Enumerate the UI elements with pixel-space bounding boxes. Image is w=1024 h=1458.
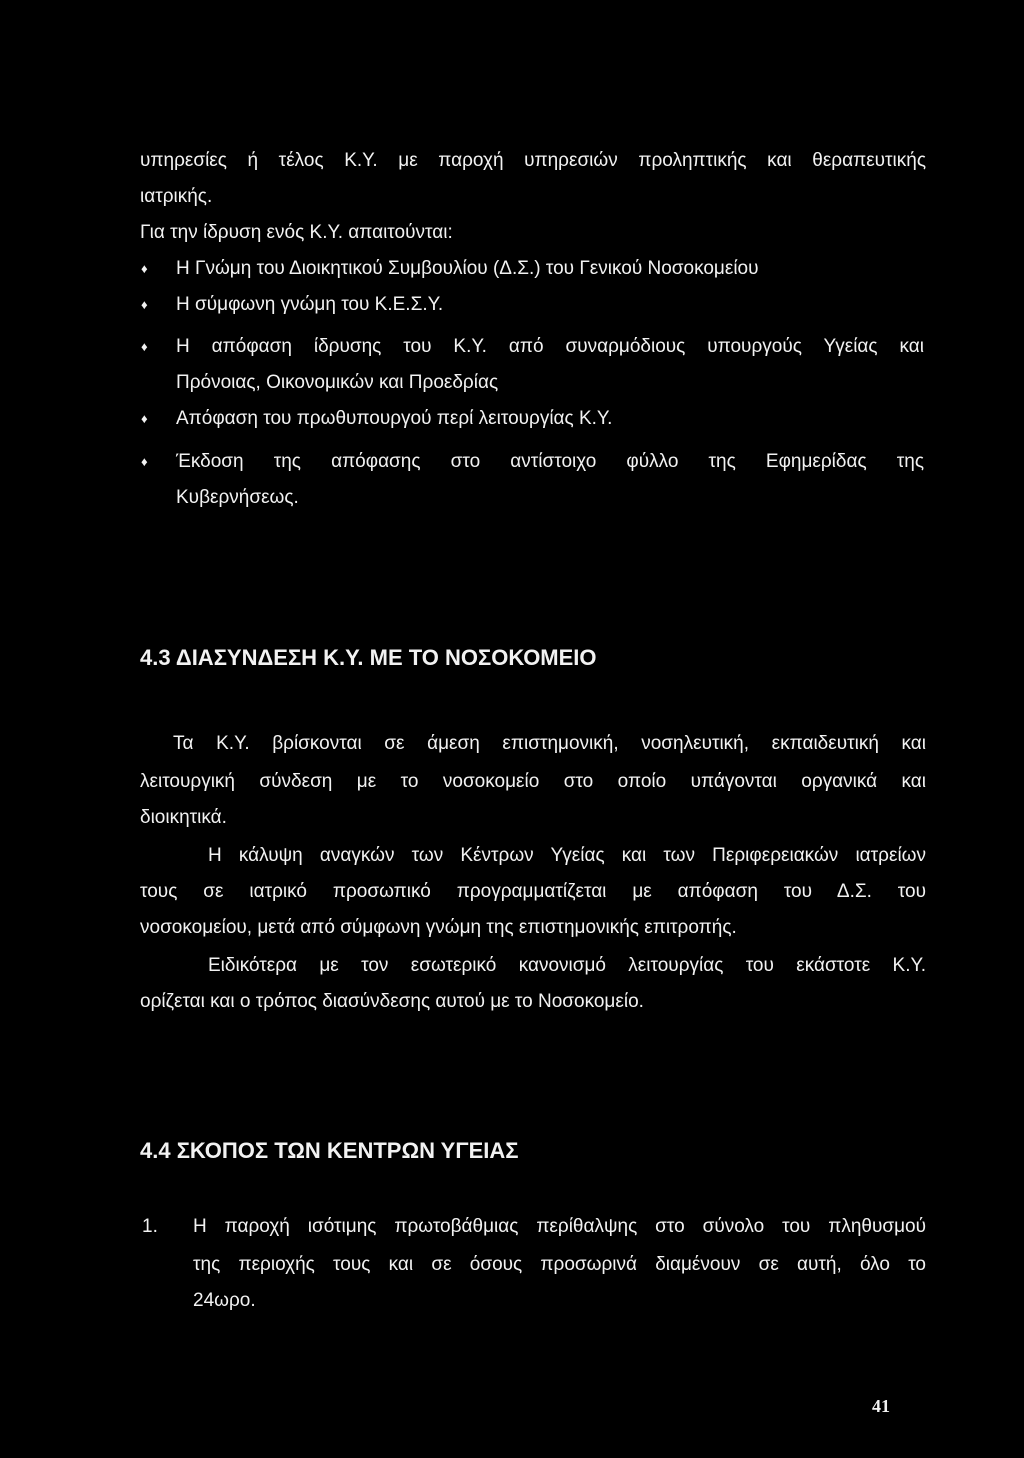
section-4-3-p3-line-1: Ειδικότερα με τον εσωτερικό κανονισμό λειτουργίας του εκάστοτε Κ.Υ. [208, 955, 926, 976]
section-4-3-p2-line-1: Η κάλυψη αναγκών των Κέντρων Υγείας και των Περιφερειακών ιατρείων [208, 845, 926, 866]
section-4-3-p1-line-2: λειτουργική σύνδεση με το νοσοκομείο στο οποίο υπάγονται οργανικά και [140, 771, 926, 792]
bullet-item-2: Η σύμφωνη γνώμη του Κ.Ε.Σ.Υ. [176, 294, 444, 315]
section-heading-4-4: 4.4 ΣΚΟΠΟΣ ΤΩΝ ΚΕΝΤΡΩΝ ΥΓΕΙΑΣ [140, 1138, 519, 1163]
section-4-4-item-1-line-3: 24ωρο. [193, 1290, 256, 1311]
bullet-item-3-line-2: Πρόνοιας, Οικονομικών και Προεδρίας [176, 372, 499, 393]
bullet-icon: ♦ [141, 411, 148, 426]
bullet-item-4: Απόφαση του πρωθυπουργού περί λειτουργίας Κ.Υ. [176, 408, 613, 429]
bullet-item-3-line-1: Η απόφαση ίδρυσης του Κ.Υ. από συναρμόδιους υπουργούς Υγείας και [176, 336, 924, 357]
bullet-icon: ♦ [141, 339, 148, 354]
section-4-3-p2-line-2: τους σε ιατρικό προσωπικό προγραμματίζεται με απόφαση του Δ.Σ. του [140, 881, 926, 902]
bullet-item-1: Η Γνώμη του Διοικητικού Συμβουλίου (Δ.Σ.) του Γενικού Νοσοκομείου [176, 258, 759, 279]
bullet-icon: ♦ [141, 297, 148, 312]
bullet-item-5-line-1: Έκδοση της απόφασης στο αντίστοιχο φύλλο της Εφημερίδας της [176, 451, 924, 472]
intro-line-1: υπηρεσίες ή τέλος Κ.Υ. με παροχή υπηρεσιών προληπτικής και θεραπευτικής [140, 150, 926, 171]
bullet-icon: ♦ [141, 261, 148, 276]
section-4-4-item-1-line-2: της περιοχής τους και σε όσους προσωρινά διαμένουν σε αυτή, όλο το [193, 1254, 926, 1275]
page-number: 41 [872, 1396, 890, 1416]
list-number-1: 1. [142, 1216, 158, 1237]
section-4-3-p1-line-1: Τα Κ.Υ. βρίσκονται σε άμεση επιστημονική, νοσηλευτική, εκπαιδευτική και [173, 733, 926, 754]
bullet-item-5-line-2: Κυβερνήσεως. [176, 487, 299, 508]
section-4-3-p2-line-3: νοσοκομείου, μετά από σύμφωνη γνώμη της επιστημονικής επιτροπής. [140, 917, 737, 938]
intro-line-3: Για την ίδρυση ενός Κ.Υ. απαιτούνται: [140, 222, 453, 243]
section-4-3-p1-line-3: διοικητικά. [140, 807, 227, 828]
section-4-3-p3-line-2: ορίζεται και ο τρόπος διασύνδεσης αυτού με το Νοσοκομείο. [140, 991, 644, 1012]
bullet-icon: ♦ [141, 454, 148, 469]
intro-line-2: ιατρικής. [140, 186, 213, 207]
section-4-4-item-1-line-1: Η παροχή ισότιμης πρωτοβάθμιας περίθαλψης στο σύνολο του πληθυσμού [193, 1216, 926, 1237]
section-heading-4-3: 4.3 ΔΙΑΣΥΝΔΕΣΗ Κ.Υ. ΜΕ ΤΟ ΝΟΣΟΚΟΜΕΙΟ [140, 645, 597, 670]
